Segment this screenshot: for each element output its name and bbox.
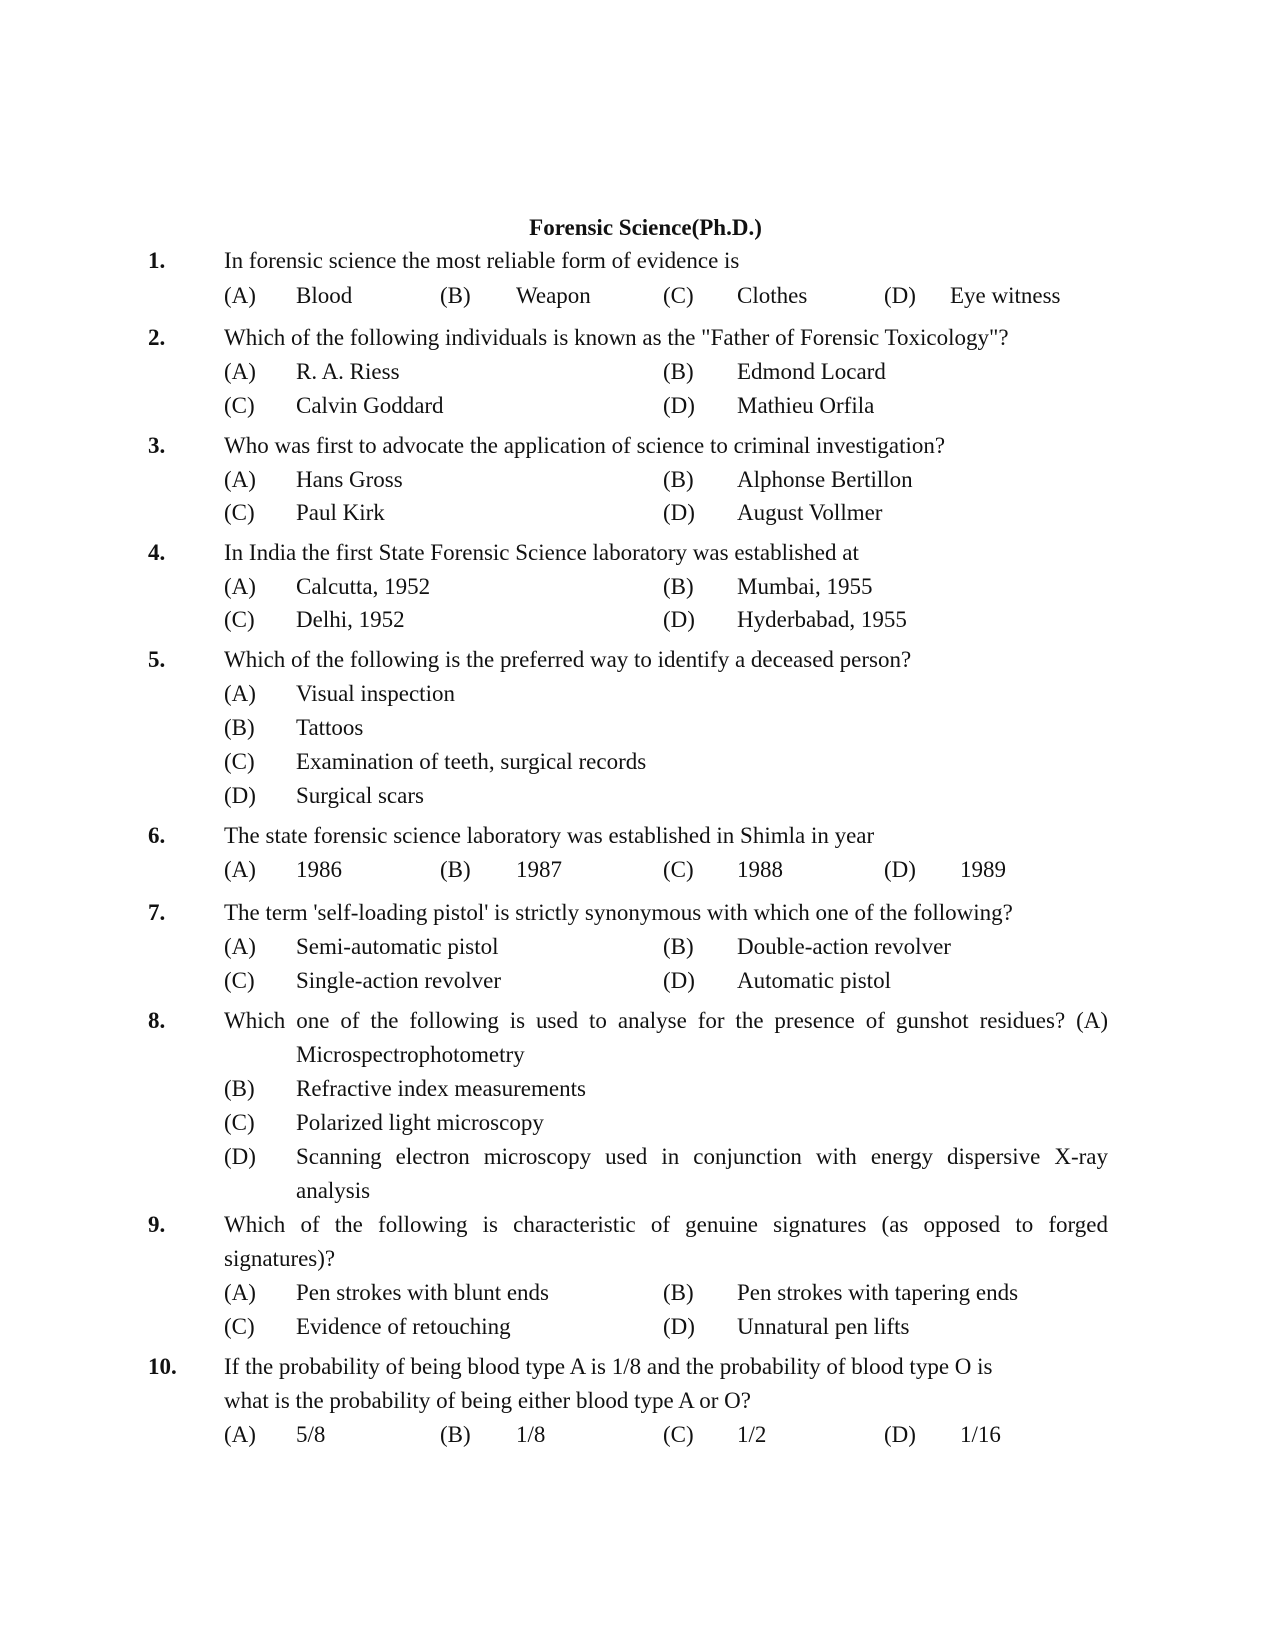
question-text-continuation: what is the probability of being either blood type A or O? — [224, 1388, 751, 1413]
option-label: (C) — [224, 393, 255, 418]
option-text: Mathieu Orfila — [737, 393, 875, 418]
option-text: Examination of teeth, surgical records — [296, 749, 647, 774]
option-label: (B) — [440, 857, 471, 882]
option-text-continuation: analysis — [296, 1178, 371, 1203]
option-text: Eye witness — [950, 283, 1061, 308]
option-text: Single-action revolver — [296, 968, 502, 993]
option-label: (D) — [224, 783, 256, 808]
option-label: (D) — [663, 393, 695, 418]
option-text: 1986 — [296, 857, 342, 882]
question-text: In India the first State Forensic Science laboratory was established at — [224, 540, 859, 565]
question-text: Who was first to advocate the application of science to criminal investigation? — [224, 433, 946, 458]
option-text: Unnatural pen lifts — [737, 1314, 910, 1339]
option-label: (C) — [224, 1110, 255, 1135]
option-text: Clothes — [737, 283, 808, 308]
option-text: Calcutta, 1952 — [296, 574, 431, 599]
option-text: 1988 — [737, 857, 783, 882]
option-text: Evidence of retouching — [296, 1314, 511, 1339]
option-label: (B) — [440, 283, 471, 308]
option-label: (C) — [224, 607, 255, 632]
question-number: 1. — [148, 248, 166, 273]
option-text: Weapon — [516, 283, 591, 308]
option-label: (C) — [224, 968, 255, 993]
option-text: Microspectrophotometry — [296, 1042, 525, 1067]
question-number: 4. — [148, 540, 166, 565]
option-text: Refractive index measurements — [296, 1076, 586, 1101]
question-text: The term 'self-loading pistol' is strictly synonymous with which one of the following? — [224, 900, 1013, 925]
option-text: Tattoos — [296, 715, 364, 740]
question-number: 6. — [148, 823, 166, 848]
option-label: (B) — [440, 1422, 471, 1447]
option-text: Blood — [296, 283, 353, 308]
question-number: 2. — [148, 325, 166, 350]
question-text: The state forensic science laboratory was established in Shimla in year — [224, 823, 875, 848]
option-label: (A) — [224, 1422, 256, 1447]
question-number: 8. — [148, 1008, 166, 1033]
option-label: (D) — [884, 857, 916, 882]
question-number: 7. — [148, 900, 166, 925]
question-text: If the probability of being blood type A is 1/8 and the probability of blood type O is — [224, 1354, 993, 1379]
option-label: (A) — [224, 467, 256, 492]
option-label: (A) — [224, 359, 256, 384]
option-label: (D) — [663, 607, 695, 632]
option-text: Semi-automatic pistol — [296, 934, 499, 959]
option-text: 1987 — [516, 857, 562, 882]
option-label: (C) — [663, 857, 694, 882]
option-label: (B) — [663, 574, 694, 599]
option-label: (B) — [663, 359, 694, 384]
option-text: R. A. Riess — [296, 359, 400, 384]
option-text: August Vollmer — [737, 500, 883, 525]
question-text: Which of the following is characteristic of genuine signatures (as opposed to forged — [224, 1212, 1108, 1237]
option-text: 5/8 — [296, 1422, 326, 1447]
option-label: (B) — [224, 1076, 255, 1101]
option-label: (A) — [224, 283, 256, 308]
option-label: (D) — [663, 968, 695, 993]
option-text: Paul Kirk — [296, 500, 385, 525]
option-label: (C) — [224, 749, 255, 774]
question-number: 5. — [148, 647, 166, 672]
option-text: Surgical scars — [296, 783, 424, 808]
option-label: (C) — [663, 283, 694, 308]
option-text: 1/16 — [960, 1422, 1001, 1447]
option-text: Delhi, 1952 — [296, 607, 405, 632]
option-label: (A) — [224, 1280, 256, 1305]
option-label: (A) — [224, 857, 256, 882]
option-text: Calvin Goddard — [296, 393, 444, 418]
option-text: Polarized light microscopy — [296, 1110, 544, 1135]
option-label: (C) — [663, 1422, 694, 1447]
option-label: (D) — [884, 283, 916, 308]
option-label: (D) — [663, 1314, 695, 1339]
question-number: 3. — [148, 433, 166, 458]
option-label: (C) — [224, 1314, 255, 1339]
option-text: Visual inspection — [296, 681, 455, 706]
option-text: Pen strokes with tapering ends — [737, 1280, 1019, 1305]
option-label: (B) — [663, 467, 694, 492]
option-text: Scanning electron microscopy used in conjunction with energy dispersive X-ray — [296, 1144, 1108, 1169]
option-text: Automatic pistol — [737, 968, 891, 993]
option-text: 1/2 — [737, 1422, 767, 1447]
question-text: Which one of the following is used to analyse for the presence of gunshot residues? (A) — [224, 1008, 1108, 1033]
option-text: 1989 — [960, 857, 1006, 882]
option-text: Hyderbabad, 1955 — [737, 607, 907, 632]
option-label: (B) — [224, 715, 255, 740]
question-number: 9. — [148, 1212, 166, 1237]
question-text: Which of the following is the preferred way to identify a deceased person? — [224, 647, 912, 672]
option-text: Edmond Locard — [737, 359, 886, 384]
question-text: Which of the following individuals is known as the "Father of Forensic Toxicology"? — [224, 325, 1009, 350]
option-label: (D) — [224, 1144, 256, 1169]
option-label: (A) — [224, 934, 256, 959]
option-text: 1/8 — [516, 1422, 546, 1447]
option-label: (D) — [884, 1422, 916, 1447]
question-text: In forensic science the most reliable form of evidence is — [224, 248, 740, 273]
option-label: (B) — [663, 1280, 694, 1305]
option-label: (C) — [224, 500, 255, 525]
option-text: Pen strokes with blunt ends — [296, 1280, 549, 1305]
page-title: Forensic Science(Ph.D.) — [529, 215, 762, 240]
option-text: Mumbai, 1955 — [737, 574, 873, 599]
option-label: (D) — [663, 500, 695, 525]
question-number: 10. — [148, 1354, 177, 1379]
option-text: Hans Gross — [296, 467, 403, 492]
option-label: (A) — [224, 681, 256, 706]
option-text: Alphonse Bertillon — [737, 467, 913, 492]
option-label: (A) — [224, 574, 256, 599]
option-text: Double-action revolver — [737, 934, 951, 959]
option-label: (B) — [663, 934, 694, 959]
question-text-continuation: signatures)? — [224, 1246, 336, 1271]
